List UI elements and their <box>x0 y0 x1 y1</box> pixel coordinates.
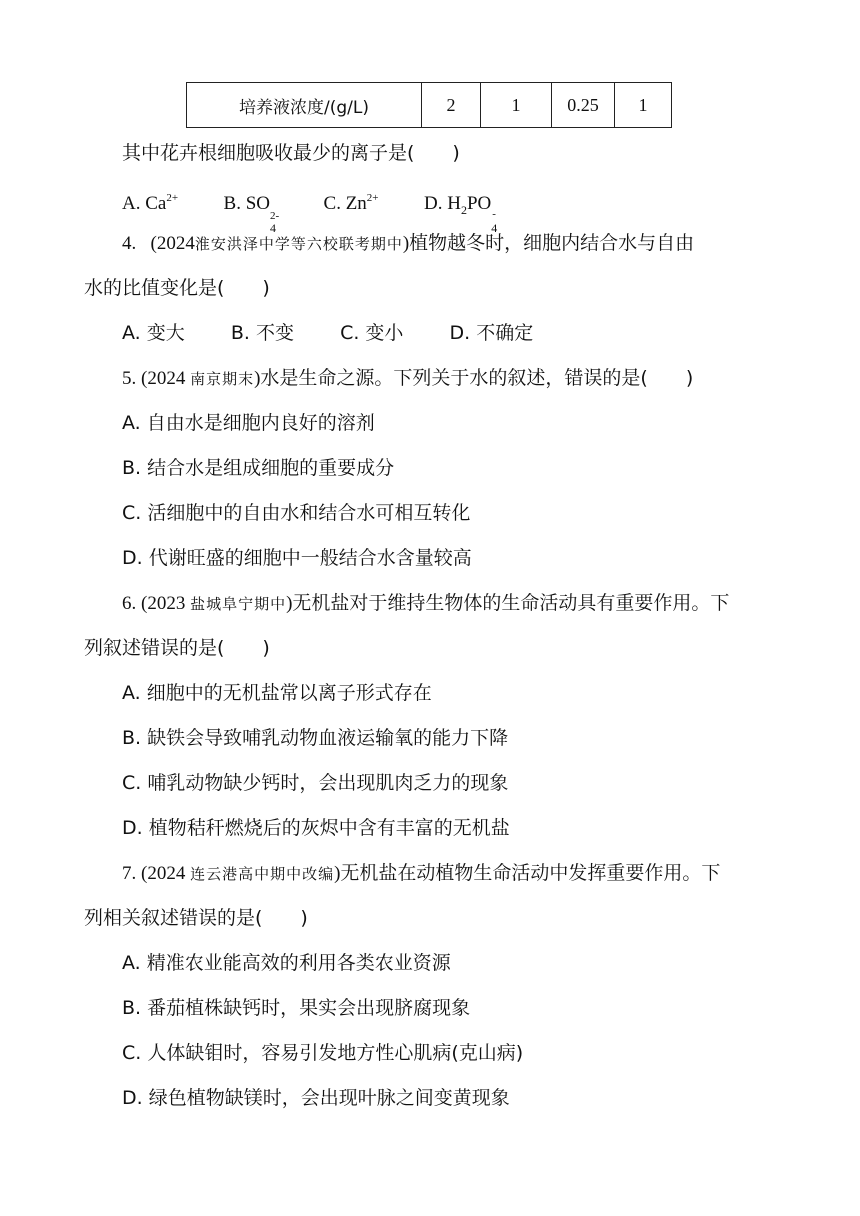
option-a: A. 变大 <box>122 322 185 344</box>
option-b: B. SO 2- 4 <box>223 193 280 235</box>
q7-stem-line2: 列相关叙述错误的是( ) <box>84 907 308 929</box>
q3-stem: 其中花卉根细胞吸收最少的离子是( ) <box>122 142 460 164</box>
q5-option-a: A. 自由水是细胞内良好的溶剂 <box>122 412 375 434</box>
q6-option-c: C. 哺乳动物缺少钙时，会出现肌肉乏力的现象 <box>122 772 509 794</box>
q6-stem-line2: 列叙述错误的是( ) <box>84 637 270 659</box>
concentration-table <box>186 82 672 128</box>
q4-stem-line1: 4. (2024淮安洪泽中学等六校联考期中)植物越冬时，细胞内结合水与自由 <box>122 232 695 254</box>
option-a: A. $Ca^{2+}$ <box>122 192 179 214</box>
table-cell: 1 <box>481 83 552 128</box>
q5-option-c: C. 活细胞中的自由水和结合水可相互转化 <box>122 502 471 524</box>
option-c: C. 变小 <box>340 322 404 344</box>
q5-source: 南京期末 <box>190 370 255 388</box>
q7-option-c: C. 人体缺钼时，容易引发地方性心肌病(克山病) <box>122 1042 524 1064</box>
table-row <box>187 83 672 128</box>
q4-source: 淮安洪泽中学等六校联考期中 <box>194 235 403 253</box>
q7-source: 连云港高中期中改编 <box>190 865 335 883</box>
q6-source: 盐城阜宁期中 <box>190 595 287 613</box>
table-cell: 1 <box>615 83 672 128</box>
q6-option-d: D. 植物秸秆燃烧后的灰烬中含有丰富的无机盐 <box>122 817 510 839</box>
option-c: C. $Zn^{2+}$ <box>323 192 379 214</box>
q5-option-d: D. 代谢旺盛的细胞中一般结合水含量较高 <box>122 547 472 569</box>
q6-option-b: B. 缺铁会导致哺乳动物血液运输氧的能力下降 <box>122 727 509 749</box>
q5-stem: 5. (2024 南京期末)水是生命之源。下列关于水的叙述，错误的是( ) <box>122 367 694 389</box>
q6-stem-line1: 6. (2023 盐城阜宁期中)无机盐对于维持生物体的生命活动具有重要作用。下 <box>122 592 730 614</box>
option-b: B. 不变 <box>230 322 294 344</box>
q3-options <box>122 185 501 235</box>
row-label: 培养液浓度/(g/L) <box>187 83 422 128</box>
q7-option-a: A. 精准农业能高效的利用各类农业资源 <box>122 952 451 974</box>
q7-option-d: D. 绿色植物缺镁时，会出现叶脉之间变黄现象 <box>122 1087 510 1109</box>
option-d: D. $H_2PO$ - 4 <box>424 193 498 235</box>
q6-option-a: A. 细胞中的无机盐常以离子形式存在 <box>122 682 432 704</box>
q5-option-b: B. 结合水是组成细胞的重要成分 <box>122 457 395 479</box>
option-d: D. 不确定 <box>449 322 534 344</box>
table-cell: 2 <box>422 83 481 128</box>
q7-stem-line1: 7. (2024 连云港高中期中改编)无机盐在动植物生命活动中发挥重要作用。下 <box>122 862 721 884</box>
table-cell: 0.25 <box>552 83 615 128</box>
q4-stem-line2: 水的比值变化是( ) <box>84 277 270 299</box>
q4-options <box>122 320 533 346</box>
q7-option-b: B. 番茄植株缺钙时，果实会出现脐腐现象 <box>122 997 471 1019</box>
